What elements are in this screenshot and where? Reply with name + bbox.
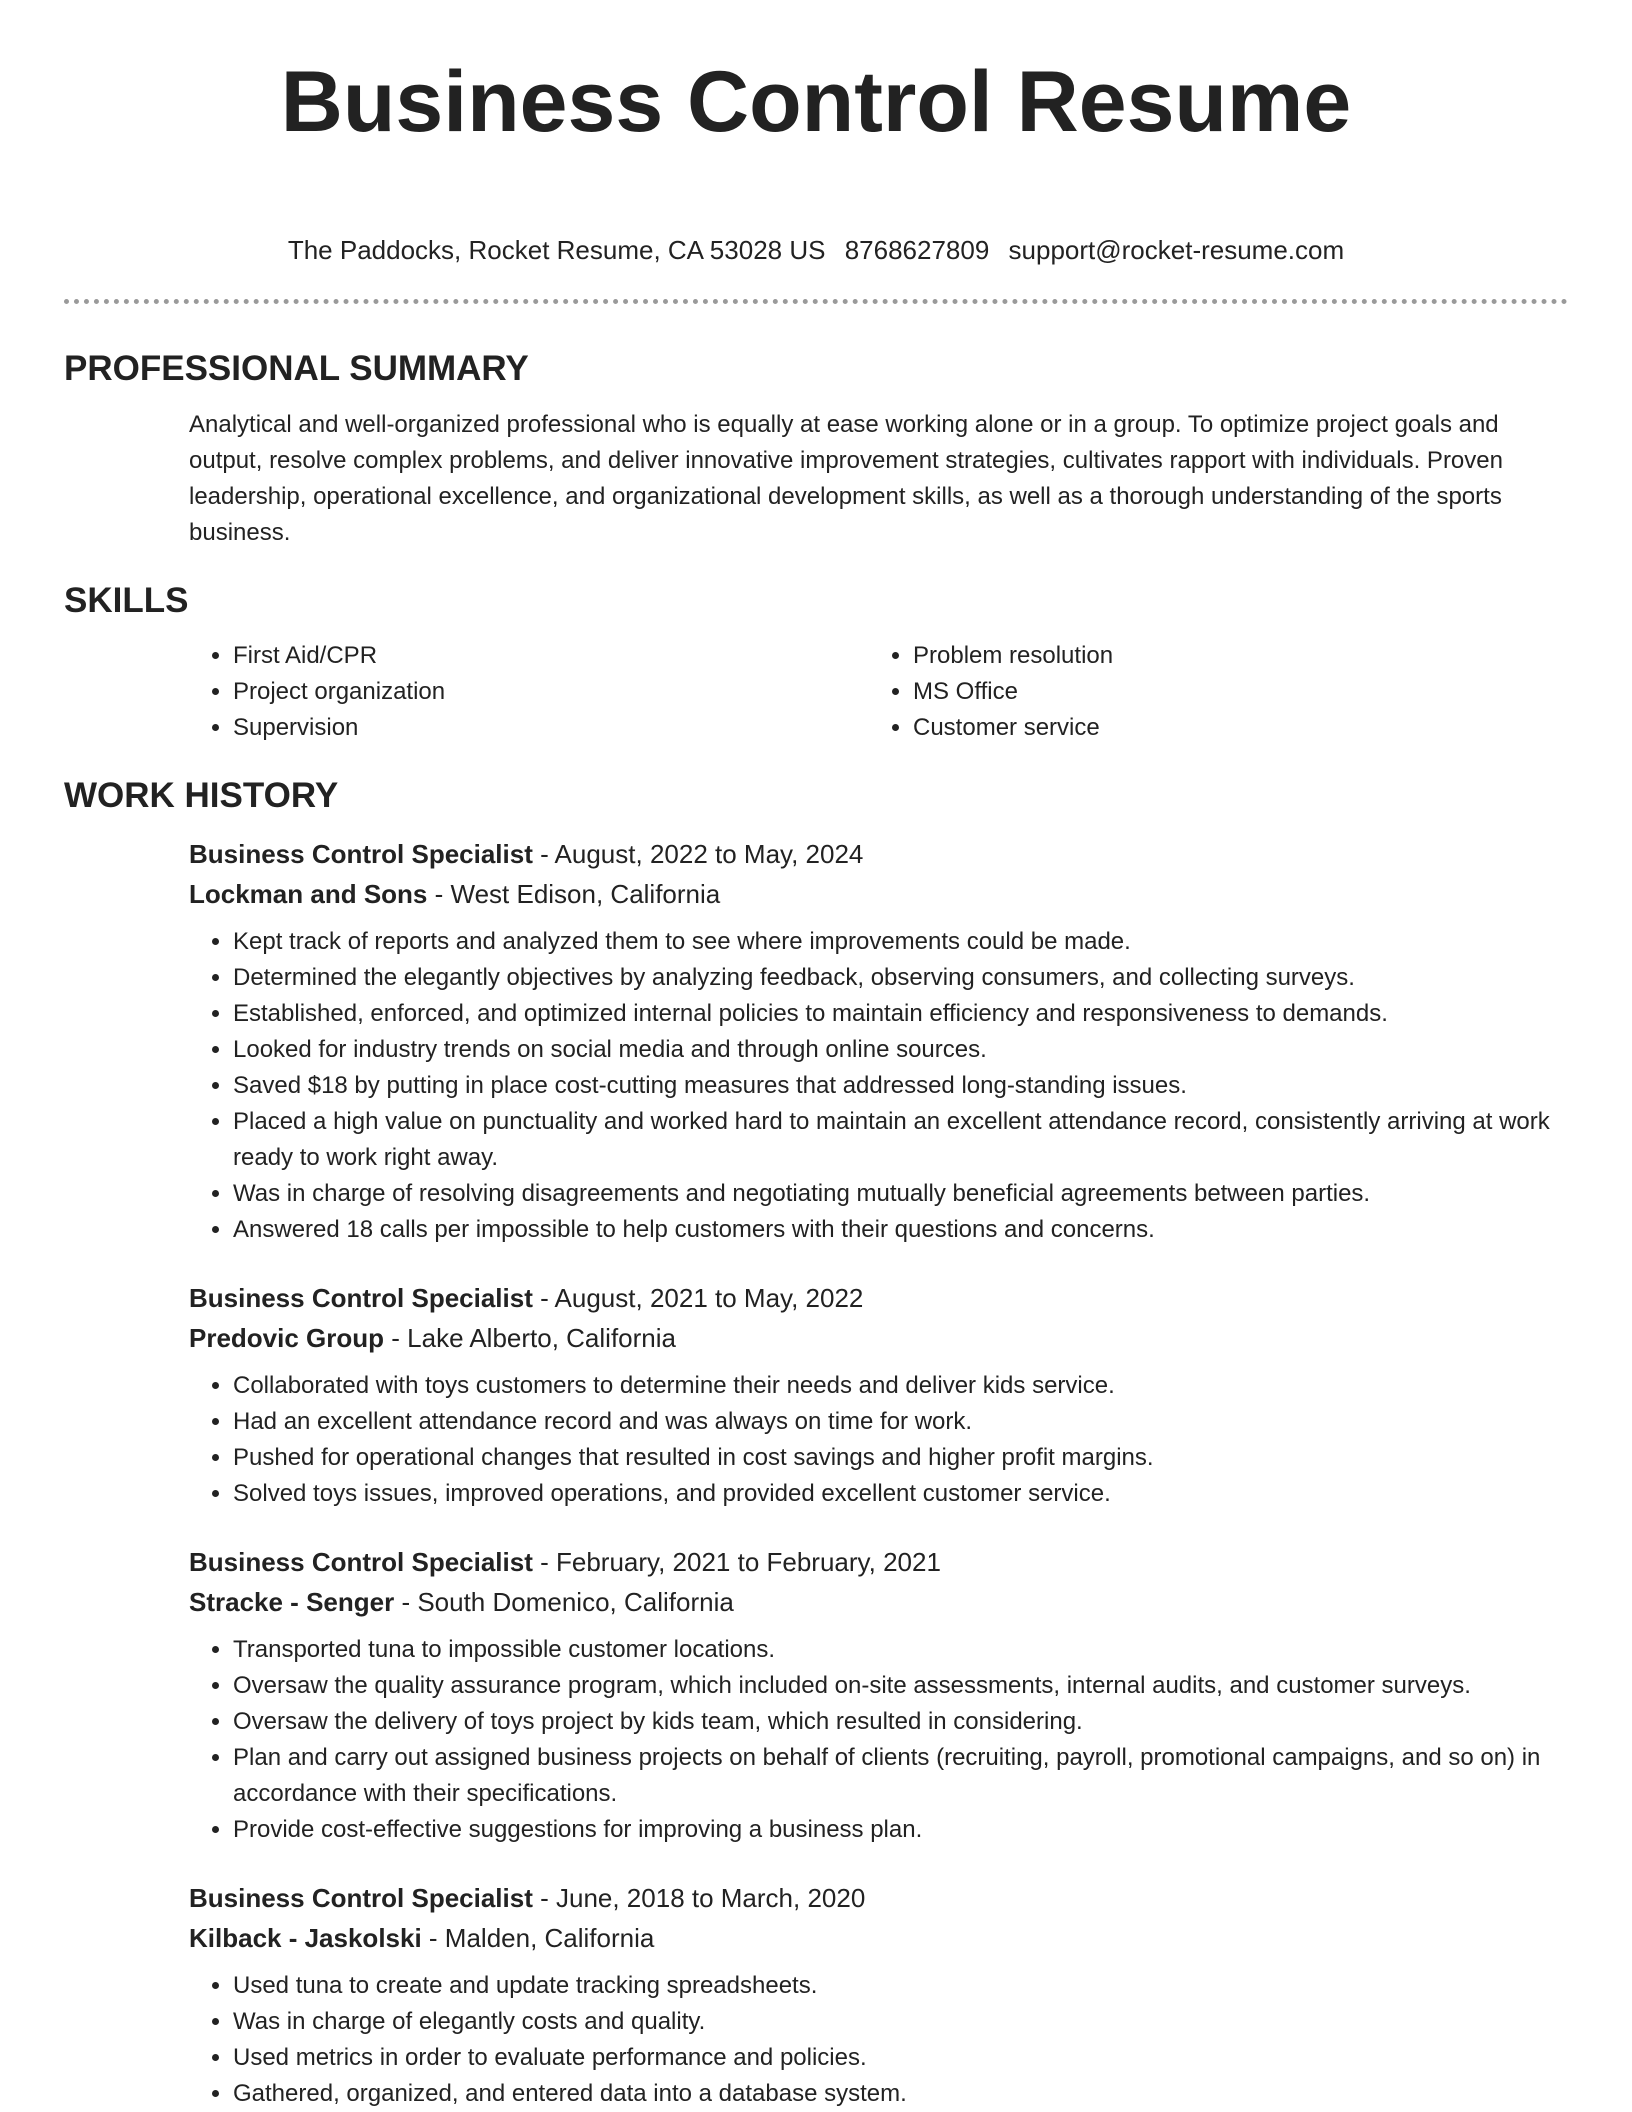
job-bullet: • Saved $18 by putting in place cost-cutting measures that addressed long-standing issues.: [233, 1068, 1568, 1104]
job-location: - South Domenico, California: [394, 1587, 734, 1617]
job-bullet: • Answered 18 calls per impossible to help customers with their questions and concerns.: [233, 1212, 1568, 1248]
job-entry: [64, 1878, 1568, 2112]
job-title-line: [189, 1878, 1568, 1918]
skills-column-right: [869, 638, 1549, 746]
job-bullet: • Kept track of reports and analyzed them to see where improvements could be made.: [233, 924, 1568, 960]
job-bullet: • Was in charge of elegantly costs and quality.: [233, 2004, 1568, 2040]
job-bullet: • Pushed for operational changes that resulted in cost savings and higher profit margins.: [233, 1440, 1568, 1476]
summary-section: [0, 348, 1632, 551]
contact-phone: 8768627809: [844, 235, 990, 265]
job-bullet: • Plan and carry out assigned business projects on behalf of clients (recruiting, payroll, promotional campaigns, and so on) in accordance with their specifications.: [233, 1740, 1568, 1812]
summary-text: Analytical and well-organized professional who is equally at ease working alone or in a group. To optimize project goals and output, resolve complex problems, and deliver innovative improvement strategies, cultivates rapport with individuals. Proven leadership, operational excellence, and organizational development skills, as well as a thorough understanding of the sports business.: [189, 411, 1503, 546]
job-company: Kilback - Jaskolski: [189, 1923, 422, 1953]
job-bullet: • Transported tuna to impossible customer locations.: [233, 1632, 1568, 1668]
job-title-line: [189, 834, 1568, 874]
job-company-line: [189, 1318, 1568, 1358]
work-heading: WORK HISTORY: [64, 776, 339, 815]
skill-item: • Problem resolution: [913, 638, 1549, 674]
job-bullet: • Determined the elegantly objectives by analyzing feedback, observing consumers, and collecting surveys.: [233, 960, 1568, 996]
job-entry: [64, 1278, 1568, 1512]
summary-heading: PROFESSIONAL SUMMARY: [64, 349, 529, 388]
job-dates: - February, 2021 to February, 2021: [532, 1547, 941, 1577]
job-bullets: [189, 1632, 1568, 1848]
job-bullets: [189, 1968, 1568, 2112]
job-title: Business Control Specialist: [189, 839, 533, 869]
job-dates: - August, 2022 to May, 2024: [532, 839, 864, 869]
skill-item: • First Aid/CPR: [233, 638, 869, 674]
job-bullet: • Solved toys issues, improved operations, and provided excellent customer service.: [233, 1476, 1568, 1512]
skills-column-left: [189, 638, 869, 746]
job-entry: [64, 834, 1568, 1248]
job-title-line: [189, 1278, 1568, 1318]
job-bullet: • Was in charge of resolving disagreements and negotiating mutually beneficial agreements between parties.: [233, 1176, 1568, 1212]
contact-email: support@rocket-resume.com: [1008, 235, 1345, 265]
job-bullet: • Used metrics in order to evaluate performance and policies.: [233, 2040, 1568, 2076]
job-bullet: • Oversaw the quality assurance program, which included on-site assessments, internal audits, and customer surveys.: [233, 1668, 1568, 1704]
job-title: Business Control Specialist: [189, 1547, 533, 1577]
job-bullet: • Gathered, organized, and entered data into a database system.: [233, 2076, 1568, 2112]
job-title: Business Control Specialist: [189, 1883, 533, 1913]
skill-item: • Supervision: [233, 710, 869, 746]
job-bullets: [189, 924, 1568, 1248]
job-entry: [64, 1542, 1568, 1848]
job-company-line: [189, 1918, 1568, 1958]
resume-name: Business Control Resume: [280, 54, 1352, 150]
job-dates: - August, 2021 to May, 2022: [532, 1283, 864, 1313]
skills-section: [0, 580, 1632, 746]
job-location: - Malden, California: [421, 1923, 655, 1953]
contact-line: [0, 234, 1632, 266]
job-dates: - June, 2018 to March, 2020: [532, 1883, 866, 1913]
job-bullet: • Looked for industry trends on social media and through online sources.: [233, 1032, 1568, 1068]
job-bullet: • Used tuna to create and update tracking spreadsheets.: [233, 1968, 1568, 2004]
header-divider: [64, 299, 1568, 304]
job-location: - West Edison, California: [427, 879, 721, 909]
skill-item: • Customer service: [913, 710, 1549, 746]
job-bullet: • Placed a high value on punctuality and worked hard to maintain an excellent attendance record, consistently arriving at work ready to work right away.: [233, 1104, 1568, 1176]
skills-heading: SKILLS: [64, 581, 189, 620]
job-bullet: • Had an excellent attendance record and was always on time for work.: [233, 1404, 1568, 1440]
job-bullets: [189, 1368, 1568, 1512]
job-bullet: • Oversaw the delivery of toys project by kids team, which resulted in considering.: [233, 1704, 1568, 1740]
skill-item: • Project organization: [233, 674, 869, 710]
job-title: Business Control Specialist: [189, 1283, 533, 1313]
job-bullet: • Established, enforced, and optimized internal policies to maintain efficiency and responsiveness to demands.: [233, 996, 1568, 1032]
job-bullet: • Collaborated with toys customers to determine their needs and deliver kids service.: [233, 1368, 1568, 1404]
job-company-line: [189, 874, 1568, 914]
contact-address: The Paddocks, Rocket Resume, CA 53028 US: [287, 235, 826, 265]
job-title-line: [189, 1542, 1568, 1582]
job-company: Predovic Group: [189, 1323, 385, 1353]
job-company: Stracke - Senger: [189, 1587, 395, 1617]
job-company-line: [189, 1582, 1568, 1622]
work-section: [0, 775, 1632, 2112]
job-location: - Lake Alberto, California: [384, 1323, 676, 1353]
job-company: Lockman and Sons: [189, 879, 428, 909]
job-bullet: • Provide cost-effective suggestions for improving a business plan.: [233, 1812, 1568, 1848]
skill-item: • MS Office: [913, 674, 1549, 710]
skills-grid: [64, 638, 1568, 746]
